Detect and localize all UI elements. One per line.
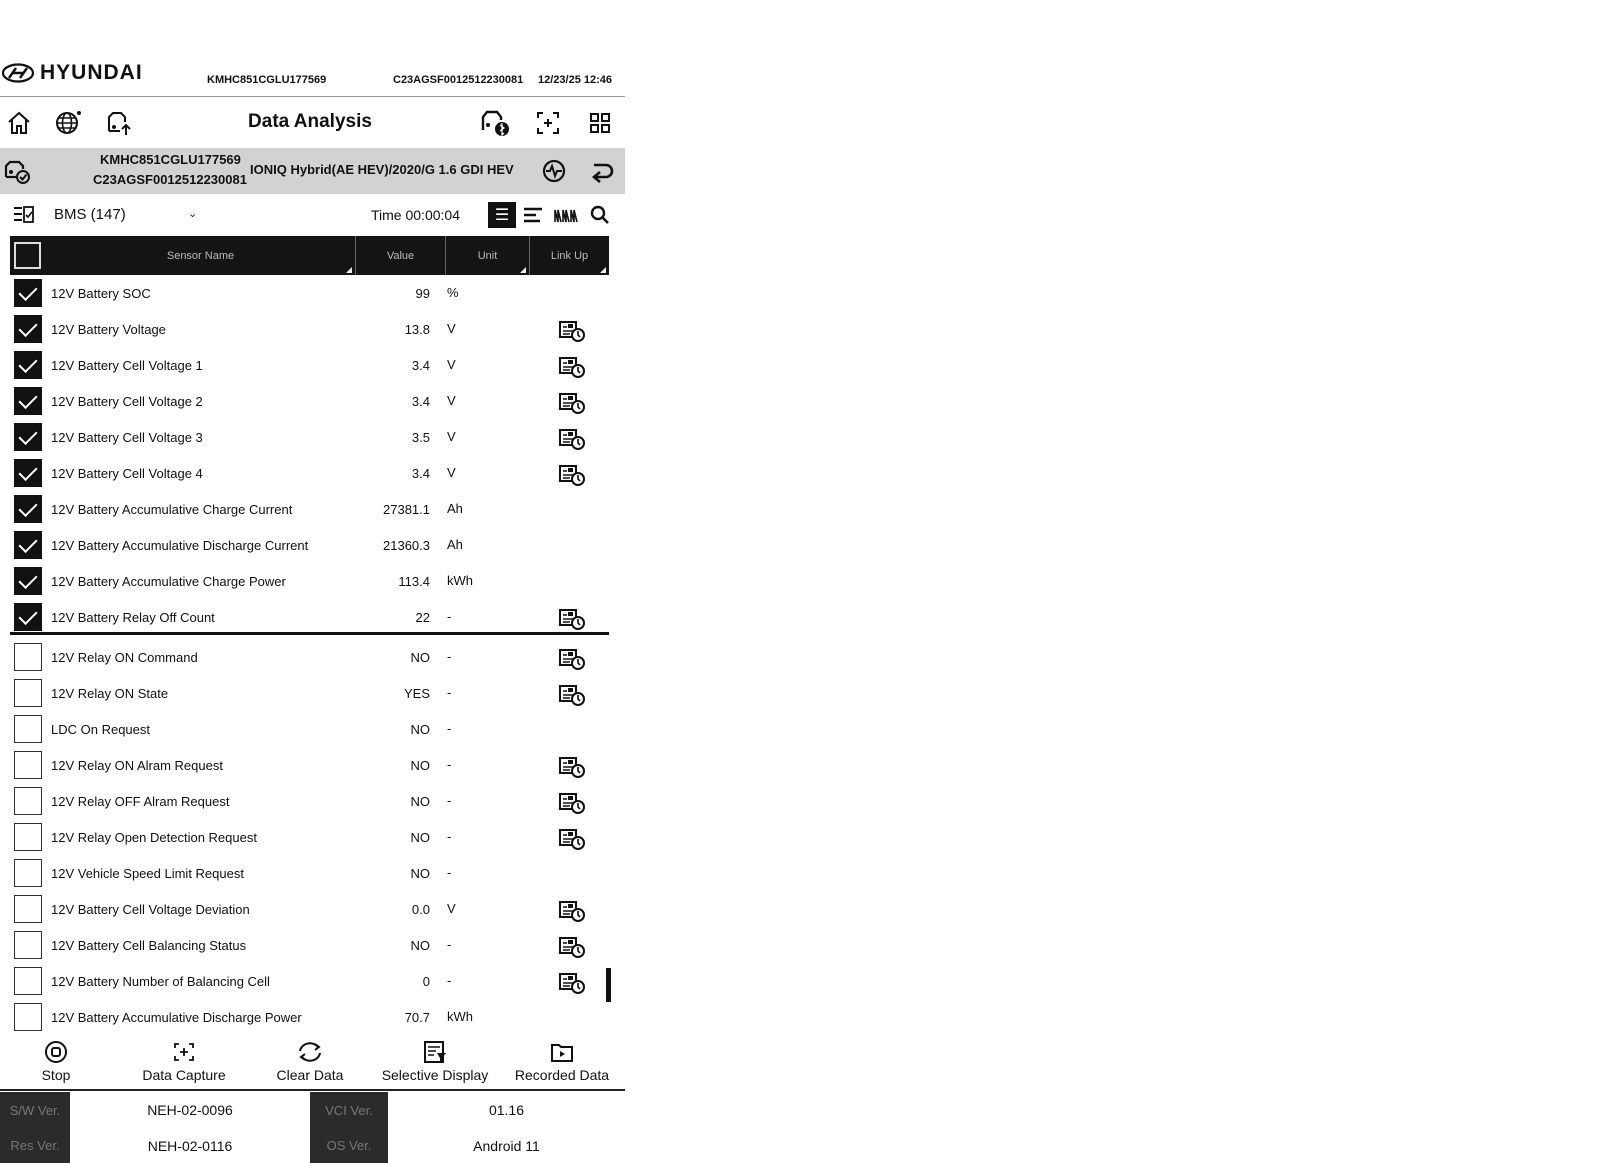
sensor-name: 12V Relay ON Command	[51, 650, 198, 665]
selective-display-button[interactable]	[375, 1037, 495, 1091]
sensor-value: 3.5	[411, 430, 430, 445]
sensor-name: 12V Battery Cell Voltage 3	[51, 430, 203, 445]
recorded-data-icon	[549, 1037, 575, 1067]
heart-monitor-icon[interactable]	[539, 156, 569, 186]
sensor-table	[10, 275, 609, 1035]
row-checkbox[interactable]	[14, 967, 42, 995]
sensor-unit: V	[447, 393, 456, 408]
sensor-name: 12V Battery Relay Off Count	[51, 610, 215, 625]
sensor-unit: V	[447, 429, 456, 444]
table-row[interactable]	[10, 711, 609, 747]
search-icon[interactable]	[586, 202, 614, 228]
vehicle-check-icon[interactable]	[2, 156, 32, 186]
sort-icon	[520, 267, 526, 273]
vehicle-model: IONIQ Hybrid(AE HEV)/2020/G 1.6 GDI HEV	[250, 162, 514, 177]
table-row[interactable]	[10, 383, 609, 419]
clear-data-label: Clear Data	[276, 1067, 344, 1083]
sensor-value: NO	[410, 650, 430, 665]
sensor-value: 27381.1	[383, 502, 430, 517]
sensor-unit: -	[447, 865, 452, 880]
sensor-unit: -	[447, 973, 452, 988]
grid-icon[interactable]	[585, 108, 615, 138]
sensor-value: NO	[410, 938, 430, 953]
header-divider	[0, 96, 625, 97]
sensor-value: YES	[403, 686, 430, 701]
row-checkbox[interactable]	[14, 823, 42, 851]
sensor-name: 12V Battery Number of Balancing Cell	[51, 974, 270, 989]
data-toolbar	[0, 198, 625, 232]
row-checkbox[interactable]	[14, 643, 42, 671]
sensor-unit: -	[447, 829, 452, 844]
sensor-value: NO	[410, 794, 430, 809]
capture-icon[interactable]	[533, 108, 563, 138]
sensor-unit: -	[447, 721, 452, 736]
table-row[interactable]	[10, 275, 609, 311]
title-bar	[0, 100, 625, 146]
table-row[interactable]	[10, 855, 609, 891]
select-all-checkbox[interactable]	[14, 242, 41, 269]
table-row[interactable]	[10, 455, 609, 491]
link-up-icon[interactable]	[558, 464, 586, 486]
sensor-unit: V	[447, 901, 456, 916]
row-checkbox[interactable]	[14, 387, 42, 415]
sensor-unit: kWh	[447, 573, 473, 588]
table-row[interactable]	[10, 783, 609, 819]
table-row[interactable]	[10, 819, 609, 855]
link-up-icon[interactable]	[558, 972, 586, 994]
row-checkbox[interactable]	[14, 1003, 42, 1031]
sensor-name: 12V Battery Voltage	[51, 322, 166, 337]
sensor-name: 12V Relay ON Alram Request	[51, 758, 223, 773]
column-link-up[interactable]	[530, 236, 609, 275]
sort-icon	[346, 267, 352, 273]
sensor-value: 13.8	[404, 322, 430, 337]
home-icon[interactable]	[4, 108, 34, 138]
column-unit[interactable]	[446, 236, 530, 275]
sensor-name: 12V Relay OFF Alram Request	[51, 794, 230, 809]
row-checkbox[interactable]	[14, 531, 42, 559]
sensor-unit: -	[447, 793, 452, 808]
version-footer	[0, 1092, 625, 1163]
table-header	[10, 236, 609, 275]
elapsed-time: Time 00:00:04	[371, 207, 460, 223]
link-up-icon[interactable]	[558, 900, 586, 922]
stop-label: Stop	[41, 1067, 71, 1083]
sensor-name: LDC On Request	[51, 722, 150, 737]
sensor-value: 3.4	[411, 358, 430, 373]
os-version-label: OS Ver.	[310, 1128, 388, 1163]
sensor-name: 12V Battery Cell Voltage 1	[51, 358, 203, 373]
row-checkbox[interactable]	[14, 895, 42, 923]
sensor-unit: -	[447, 685, 452, 700]
vehicle-vin: KMHC851CGLU177569	[100, 152, 241, 167]
vci-version-label: VCI Ver.	[310, 1092, 388, 1128]
link-up-icon[interactable]	[558, 356, 586, 378]
link-up-icon[interactable]	[558, 936, 586, 958]
link-up-icon[interactable]	[558, 756, 586, 778]
sensor-name: 12V Battery Cell Voltage 2	[51, 394, 203, 409]
sensor-value: 0	[422, 974, 430, 989]
selective-display-icon	[422, 1037, 448, 1067]
refresh-icon	[296, 1037, 324, 1067]
capture-icon	[172, 1037, 196, 1067]
chevron-down-icon[interactable]: ⌄	[188, 208, 198, 220]
table-row[interactable]	[10, 491, 609, 527]
link-up-icon[interactable]	[558, 608, 586, 630]
vci-version-value: 01.16	[488, 1102, 525, 1118]
column-value-label: Value	[386, 249, 415, 262]
hyundai-logo-icon	[2, 63, 34, 83]
sensor-name: 12V Battery Accumulative Discharge Power	[51, 1010, 302, 1025]
row-checkbox[interactable]	[14, 859, 42, 887]
sensor-unit: -	[447, 757, 452, 772]
sensor-unit: V	[447, 357, 456, 372]
sensor-name: 12V Battery Accumulative Discharge Current	[51, 538, 309, 553]
os-version-value: Android 11	[473, 1137, 540, 1154]
table-row[interactable]	[10, 891, 609, 927]
table-row[interactable]	[10, 311, 609, 347]
sensor-unit: V	[447, 465, 456, 480]
back-icon[interactable]	[587, 156, 617, 186]
sensor-name: 12V Vehicle Speed Limit Request	[51, 866, 244, 881]
vehicle-info-bar	[0, 148, 625, 194]
bluetooth-vehicle-icon[interactable]	[480, 108, 510, 138]
scrollbar[interactable]	[606, 968, 611, 1002]
sensor-name: 12V Battery Accumulative Charge Power	[51, 574, 286, 589]
sensor-value: NO	[410, 830, 430, 845]
sensor-unit: kWh	[447, 1009, 473, 1024]
row-checkbox[interactable]	[14, 459, 42, 487]
sensor-unit: Ah	[447, 537, 463, 552]
link-up-icon[interactable]	[558, 392, 586, 414]
sensor-name: 12V Battery Cell Voltage 4	[51, 466, 203, 481]
globe-icon[interactable]	[53, 108, 83, 138]
sensor-value: 0.0	[411, 902, 430, 917]
header-vin: KMHC851CGLU177569	[207, 74, 327, 86]
table-row[interactable]	[10, 347, 609, 383]
sensor-unit: -	[447, 649, 452, 664]
clear-data-button[interactable]	[266, 1037, 354, 1091]
brand	[2, 58, 143, 88]
text-view-icon[interactable]	[519, 202, 547, 228]
link-up-icon[interactable]	[558, 684, 586, 706]
table-row[interactable]	[10, 747, 609, 783]
recorded-data-label: Recorded Data	[514, 1067, 610, 1083]
sensor-value: 113.4	[398, 574, 430, 589]
sensor-name: 12V Battery Cell Balancing Status	[51, 938, 247, 953]
selective-display-label: Selective Display	[381, 1067, 489, 1083]
sensor-unit: V	[447, 321, 456, 336]
recorded-data-button[interactable]	[510, 1037, 614, 1091]
table-row[interactable]	[10, 599, 609, 635]
sensor-value: 22	[415, 610, 430, 625]
sensor-name: 12V Battery SOC	[51, 286, 151, 301]
sort-icon	[600, 267, 606, 273]
sensor-value: 99	[415, 286, 430, 301]
sensor-value: NO	[410, 722, 430, 737]
row-checkbox[interactable]	[14, 931, 42, 959]
sensor-name: 12V Battery Accumulative Charge Current	[51, 502, 293, 517]
row-checkbox[interactable]	[14, 423, 42, 451]
link-up-icon[interactable]	[558, 828, 586, 850]
sensor-unit: Ah	[447, 501, 463, 516]
sensor-value: NO	[410, 758, 430, 773]
stop-button[interactable]	[32, 1037, 80, 1091]
list-filter-icon[interactable]	[9, 200, 39, 230]
link-up-icon[interactable]	[558, 320, 586, 342]
table-row[interactable]	[10, 639, 609, 675]
sensor-name: 12V Relay ON State	[51, 686, 169, 701]
link-up-icon[interactable]	[558, 428, 586, 450]
header-datetime: 12/23/25 12:46	[538, 74, 613, 86]
table-row[interactable]	[10, 419, 609, 455]
sensor-name: 12V Battery Cell Voltage Deviation	[51, 902, 250, 917]
table-row[interactable]	[10, 563, 609, 599]
row-checkbox[interactable]	[14, 715, 42, 743]
column-sensor-name-label: Sensor Name	[166, 249, 235, 262]
row-checkbox[interactable]	[14, 603, 42, 631]
row-checkbox[interactable]	[14, 787, 42, 815]
page-title: Data Analysis	[248, 111, 372, 132]
stop-icon	[44, 1037, 68, 1067]
sensor-name: 12V Relay Open Detection Request	[51, 830, 257, 845]
data-capture-label: Data Capture	[142, 1067, 226, 1083]
sensor-value: 3.4	[411, 394, 430, 409]
res-version-label: Res Ver.	[0, 1128, 70, 1163]
vehicle-upload-icon[interactable]	[104, 108, 134, 138]
column-value[interactable]	[356, 236, 446, 275]
link-up-icon[interactable]	[558, 792, 586, 814]
link-up-icon[interactable]	[558, 648, 586, 670]
sensor-unit: %	[447, 285, 459, 300]
data-analysis-screen	[0, 0, 625, 1163]
column-link-up-label: Link Up	[550, 249, 589, 262]
row-checkbox[interactable]	[14, 351, 42, 379]
row-checkbox[interactable]	[14, 279, 42, 307]
row-checkbox[interactable]	[14, 679, 42, 707]
sensor-unit: -	[447, 609, 452, 624]
header-serial: C23AGSF0012512230081	[393, 74, 524, 86]
res-version-value: NEH-02-0116	[147, 1137, 233, 1154]
sensor-value: 21360.3	[383, 538, 430, 553]
list-view-icon[interactable]: ☰	[488, 202, 516, 228]
sensor-value: 3.4	[411, 466, 430, 481]
row-checkbox[interactable]	[14, 495, 42, 523]
table-row[interactable]	[10, 999, 609, 1035]
action-bar	[0, 1037, 625, 1091]
column-unit-label: Unit	[477, 249, 498, 262]
vehicle-serial: C23AGSF0012512230081	[93, 172, 247, 187]
sensor-value: 70.7	[404, 1010, 430, 1025]
row-checkbox[interactable]	[14, 567, 42, 595]
column-sensor-name[interactable]	[46, 236, 356, 275]
sensor-value: NO	[410, 866, 430, 881]
system-selector[interactable]: BMS (147)	[54, 206, 126, 223]
table-row[interactable]	[10, 963, 609, 999]
table-row[interactable]	[10, 527, 609, 563]
sw-version-label: S/W Ver.	[0, 1092, 70, 1128]
brand-name: HYUNDAI	[40, 61, 143, 84]
row-checkbox[interactable]	[14, 751, 42, 779]
sw-version-value: NEH-02-0096	[147, 1102, 233, 1118]
sensor-unit: -	[447, 937, 452, 952]
row-checkbox[interactable]	[14, 315, 42, 343]
table-row[interactable]	[10, 675, 609, 711]
data-capture-button[interactable]	[132, 1037, 236, 1091]
table-row[interactable]	[10, 927, 609, 963]
graph-view-icon[interactable]	[552, 202, 580, 228]
